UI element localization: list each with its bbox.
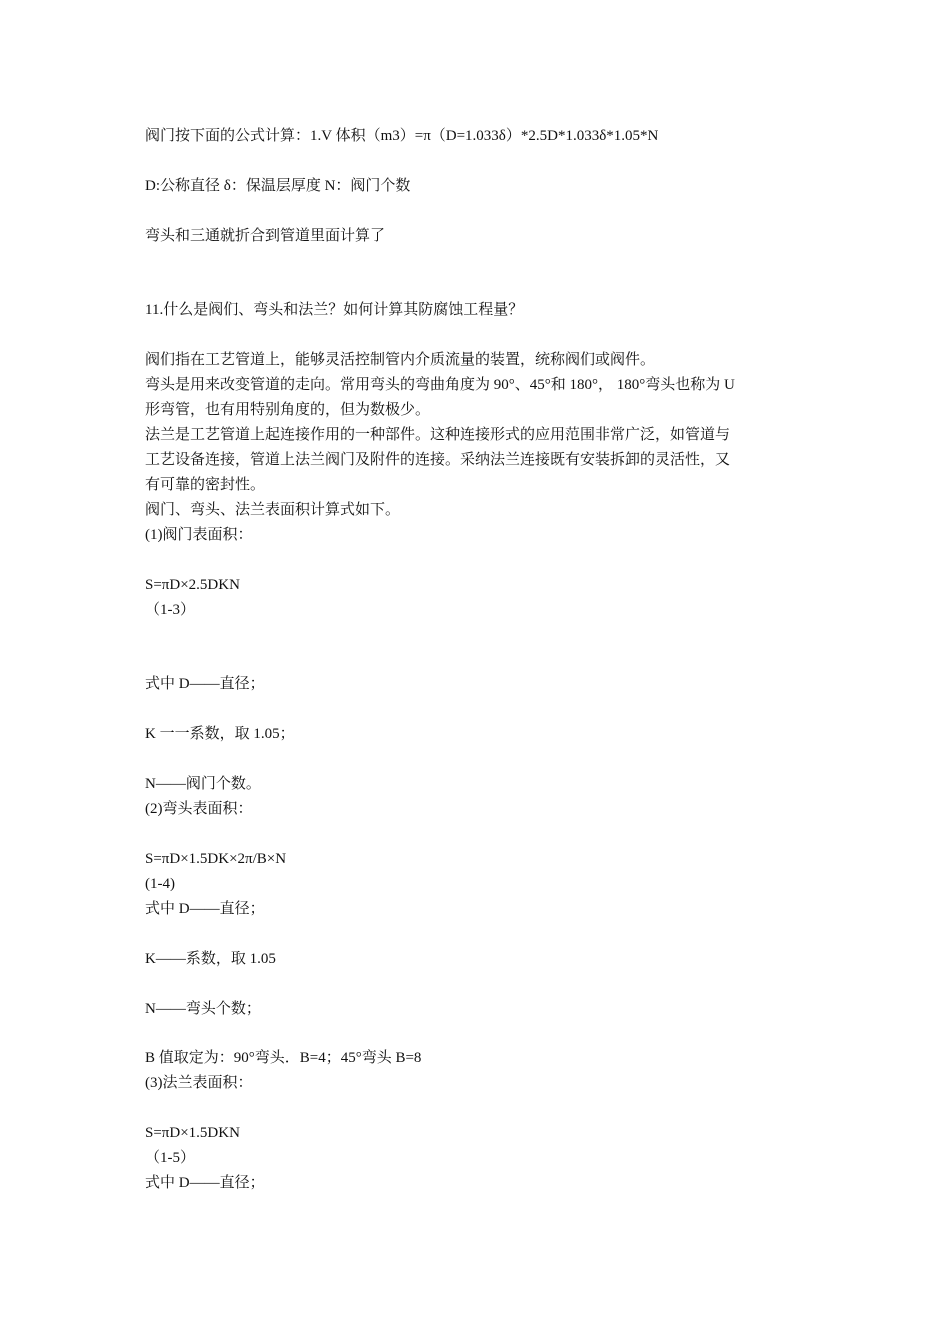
formula-number: (1-4) [145, 876, 175, 892]
text-line: 法兰是工艺管道上起连接作用的一种部件。这种连接形式的应用范围非常广泛，如管道与 [145, 427, 731, 443]
formula-number: （1-5） [145, 1150, 195, 1166]
formula-number: （1-3） [145, 602, 195, 618]
text-line: 形弯管，也有用特别角度的，但为数极少。 [145, 402, 431, 418]
text-line: (2)弯头表面积： [145, 801, 253, 817]
text-line: B 值取定为：90°弯头．B=4；45°弯头 B=8 [145, 1050, 422, 1066]
text-line: (3)法兰表面积： [145, 1075, 253, 1091]
text-line: N——弯头个数； [145, 1001, 261, 1017]
text-line: (1)阀门表面积： [145, 527, 253, 543]
text-line: 阀们指在工艺管道上，能够灵活控制管内介质流量的装置，统称阀们或阀件。 [145, 352, 656, 368]
section-heading: 11.什么是阀们、弯头和法兰？如何计算其防腐蚀工程量？ [145, 302, 524, 318]
text-line: 式中 D——直径； [145, 1175, 265, 1191]
text-line: N——阀门个数。 [145, 776, 261, 792]
text-line: 阀门、弯头、法兰表面积计算式如下。 [145, 502, 401, 518]
formula-line: S=πD×1.5DKN [145, 1125, 240, 1141]
text-line: 阀门按下面的公式计算：1.V 体积（m3）=π（D=1.033δ）*2.5D*1.033δ*1.05*N [145, 128, 659, 144]
text-line: K——系数，取 1.05 [145, 951, 276, 967]
formula-line: S=πD×2.5DKN [145, 577, 240, 593]
text-line: 式中 D——直径； [145, 901, 265, 917]
text-line: 工艺设备连接，管道上法兰阀门及附件的连接。采纳法兰连接既有安装拆卸的灵活性，又 [145, 452, 731, 468]
text-line: D:公称直径 δ：保温层厚度 N：阀门个数 [145, 178, 411, 194]
text-line: K 一一系数，取 1.05； [145, 726, 295, 742]
text-line: 式中 D——直径； [145, 676, 265, 692]
text-line: 弯头是用来改变管道的走向。常用弯头的弯曲角度为 90°、45°和 180°， 180°弯头也称为 U [145, 377, 735, 393]
formula-line: S=πD×1.5DK×2π/B×N [145, 851, 287, 867]
text-line: 有可靠的密封性。 [145, 477, 266, 493]
text-line: 弯头和三通就折合到管道里面计算了 [145, 228, 386, 244]
